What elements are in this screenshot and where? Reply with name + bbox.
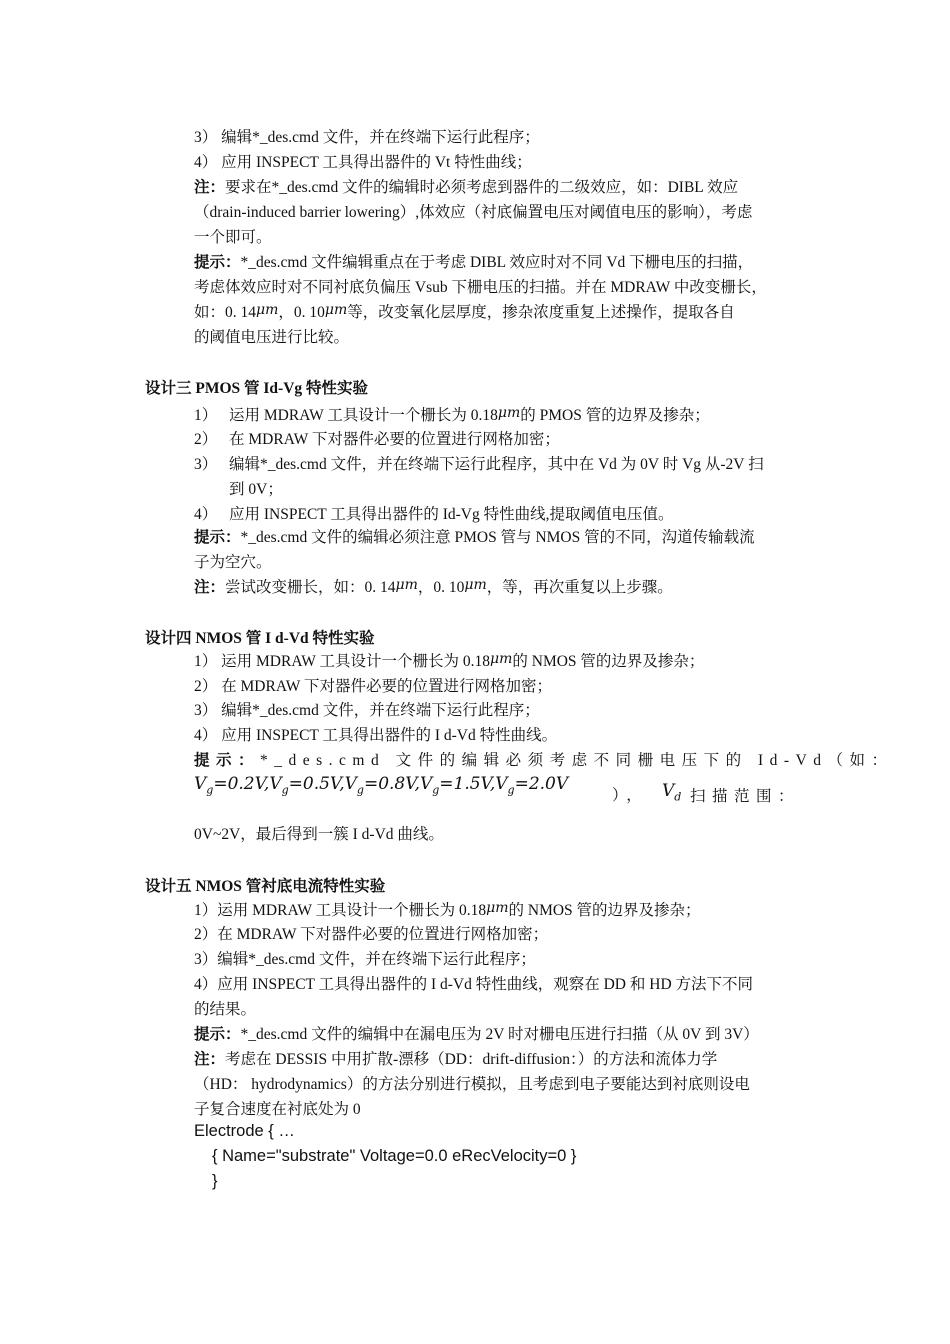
design-5-note-line-3: 子复合速度在衬底处为 0	[194, 1101, 361, 1118]
design-3-hint-line-2: 子为空穴。	[194, 554, 272, 571]
code-line-3: }	[212, 1172, 218, 1190]
hint-text: *_des.cmd 文件的编辑必须考虑不同栅电压下的 Id-Vd（如：	[260, 752, 894, 769]
intro-step-3: 3） 编辑*_des.cmd 文件，并在终端下运行此程序；	[194, 129, 540, 146]
design-3-step-4: 应用 INSPECT 工具得出器件的 Id-Vg 特性曲线,提取阈值电压值。	[229, 506, 674, 523]
hint-text: 如：0. 14	[194, 304, 257, 321]
design-4-step-2: 2） 在 MDRAW 下对器件必要的位置进行网格加密；	[194, 678, 552, 695]
step-text: 1）运用 MDRAW 工具设计一个栅长为 0.18	[194, 902, 487, 919]
gate-voltage-formula: $V_g=0.2V,V_g=0.5V,V_g=0.8V,V_g=1.5V,V_g=2.0V$	[194, 774, 569, 797]
hint-label: 提示：	[194, 752, 261, 769]
note-text: 要求在*_des.cmd 文件的编辑时必须考虑到器件的二级效应，如：DIBL 效应	[225, 179, 739, 196]
hint-label: 提示：	[194, 529, 241, 546]
design-5-step-4-cont: 的结果。	[194, 1001, 257, 1018]
intro-hint-line-3	[194, 302, 735, 324]
hint-label: 提示：	[194, 1026, 241, 1043]
intro-note-line-3: 一个即可。	[194, 229, 272, 246]
step-text: 的 PMOS 管的边界及掺杂；	[520, 407, 710, 424]
note-text: 考虑在 DESSIS 中用扩散-漂移（DD：drift-diffusion：）的方法和流体力学	[225, 1051, 718, 1068]
design-4-step-3: 3） 编辑*_des.cmd 文件，并在终端下运行此程序；	[194, 702, 540, 719]
intro-hint-line-1	[194, 252, 753, 274]
formula-subscript: g	[432, 783, 440, 797]
micron-unit: μm	[464, 577, 487, 593]
hint-text: *_des.cmd 文件编辑重点在于考虑 DIBL 效应时对不同 Vd 下栅电压的扫描，	[240, 254, 754, 271]
micron-unit: μm	[256, 302, 279, 318]
design-5-hint	[194, 1024, 759, 1046]
formula-subscript: g	[206, 783, 214, 797]
design-3-num-1: 1）	[194, 407, 218, 424]
hint-label: 提示：	[194, 254, 241, 271]
hint-text: *_des.cmd 文件的编辑中在漏电压为 2V 时对栅电压进行扫描（从 0V 到 3V）	[240, 1026, 759, 1043]
design-3-title: 设计三 PMOS 管 Id-Vg 特性实验	[145, 380, 369, 397]
design-5-title: 设计五 NMOS 管衬底电流特性实验	[145, 878, 386, 895]
step-text: 运用 MDRAW 工具设计一个栅长为 0.18	[229, 407, 498, 424]
formula-subscript: g	[281, 783, 289, 797]
design-3-num-4: 4）	[194, 506, 218, 523]
design-3-num-2: 2）	[194, 431, 218, 448]
formula-paren: ），	[612, 787, 649, 804]
design-5-step-3: 3）编辑*_des.cmd 文件，并在终端下运行此程序；	[194, 951, 536, 968]
intro-note-line-2: （drain-induced barrier lowering）,体效应（衬底偏置电压对阈值电压的影响），考虑	[194, 204, 753, 221]
intro-note-line-1	[194, 177, 738, 199]
scan-range-label: 扫描范围：	[690, 788, 801, 805]
design-4-hint-last: 0V~2V，最后得到一簇 I d-Vd 曲线。	[194, 826, 444, 843]
design-5-step-2: 2）在 MDRAW 下对器件必要的位置进行网格加密；	[194, 926, 549, 943]
design-4-step-4: 4） 应用 INSPECT 工具得出器件的 I d-Vd 特性曲线。	[194, 727, 558, 744]
design-3-step-2: 在 MDRAW 下对器件必要的位置进行网格加密；	[229, 431, 560, 448]
micron-unit: μm	[395, 577, 418, 593]
note-text: ，等，再次重复以上步骤。	[486, 579, 673, 596]
step-text: 的 NMOS 管的边界及掺杂；	[508, 902, 701, 919]
design-3-step-3: 编辑*_des.cmd 文件，并在终端下运行此程序，其中在 Vd 为 0V 时 Vg 从-2V 扫	[229, 456, 764, 473]
micron-unit: μm	[486, 900, 509, 916]
vd-letter: V	[662, 781, 675, 801]
note-label: 注：	[194, 579, 226, 596]
design-5-step-4: 4）应用 INSPECT 工具得出器件的 I d-Vd 特性曲线，观察在 DD 和 HD 方法下不同	[194, 976, 754, 993]
note-text: 尝试改变栅长，如：0. 14	[225, 579, 396, 596]
micron-unit: μm	[497, 405, 521, 421]
design-5-step-1	[194, 900, 701, 922]
design-4-hint-line-1	[194, 750, 894, 772]
design-4-title: 设计四 NMOS 管 I d-Vd 特性实验	[145, 630, 375, 647]
step-text: 的 NMOS 管的边界及掺杂；	[512, 653, 705, 670]
formula-subscript: g	[356, 783, 364, 797]
code-line-1: Electrode { …	[194, 1122, 295, 1140]
design-3-hint-line-1	[194, 527, 755, 549]
micron-unit: μm	[324, 302, 348, 318]
note-label: 注：	[194, 1051, 226, 1068]
note-text: ，0. 10	[417, 579, 465, 596]
hint-text: ，0. 10	[278, 304, 325, 321]
intro-step-4: 4） 应用 INSPECT 工具得出器件的 Vt 特性曲线；	[194, 154, 532, 171]
hint-text: *_des.cmd 文件的编辑必须注意 PMOS 管与 NMOS 管的不同，沟道传输载流	[240, 529, 755, 546]
code-line-2: { Name="substrate" Voltage=0.0 eRecVelocity=0 }	[212, 1147, 577, 1165]
note-label: 注：	[194, 179, 226, 196]
intro-hint-line-4: 的阈值电压进行比较。	[194, 329, 350, 346]
design-3-step-1	[229, 403, 710, 425]
design-3-note	[194, 577, 673, 599]
design-5-note-line-2: （HD： hydrodynamics）的方法分别进行模拟，且考虑到电子要能达到衬底则设电	[194, 1076, 750, 1093]
design-3-step-3-cont: 到 0V；	[229, 481, 283, 498]
design-4-step-1	[194, 651, 704, 673]
step-text: 1） 运用 MDRAW 工具设计一个栅长为 0.18	[194, 653, 490, 670]
formula-subscript: g	[507, 783, 515, 797]
vd-symbol	[662, 780, 681, 808]
micron-unit: μm	[490, 651, 513, 667]
hint-text: 等，改变氧化层厚度，掺杂浓度重复上述操作，提取各自	[347, 304, 735, 321]
vd-subscript: d	[674, 790, 682, 804]
design-3-num-3: 3）	[194, 456, 218, 473]
design-5-note-line-1	[194, 1049, 717, 1071]
intro-hint-line-2: 考虑体效应时对不同衬底负偏压 Vsub 下栅电压的扫描。并在 MDRAW 中改变栅长，	[194, 279, 767, 296]
